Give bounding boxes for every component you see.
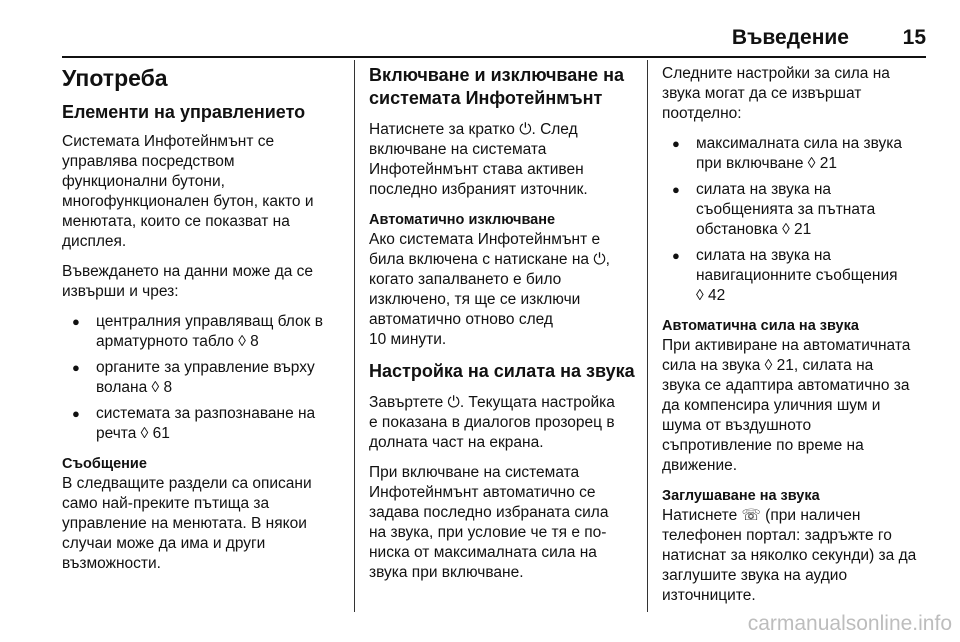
- paragraph: Завъртете ⏻. Текущата настройка е показана в диалогов прозорец в долната част на екрана.: [369, 394, 615, 451]
- list-item: ● максималната сила на звука при включване ◊ 21: [662, 134, 930, 174]
- paragraph: Въвеждането на данни може да се извърши и чрез:: [62, 263, 314, 300]
- list-item: ● силата на звука на съобщенията за пътната обстановка ◊ 21: [662, 180, 930, 240]
- subsection-heading: Заглушаване на звука: [662, 488, 820, 504]
- bullet-list: [662, 134, 930, 306]
- section-heading: Настройка на силата на звука: [369, 361, 635, 381]
- paragraph: Следните настройки за сила на звука могат да се извършат поотделно:: [662, 65, 890, 122]
- paragraph: При активиране на автоматичната сила на звука ◊ 21, силата на звука се адаптира автоматично за да компенсира уличния шум и шума от въздушното съпротивление по време на движение.: [662, 337, 911, 474]
- list-item: ● силата на звука на навигационните съобщения ◊ 42: [662, 246, 930, 306]
- bullet-list: [62, 312, 344, 444]
- column-3: [662, 64, 930, 616]
- list-item: ● органите за управление върху волана ◊ 8: [62, 358, 344, 398]
- list-item: ● системата за разпознаване на речта ◊ 61: [62, 404, 344, 444]
- column-2: [369, 64, 635, 593]
- paragraph: Системата Инфотейнмънт се управлява посредством функционални бутони, многофункционален бутон, както и менютата, които се показват на дисплея.: [62, 133, 314, 250]
- subsection-heading: Автоматична сила на звука: [662, 318, 859, 334]
- column-divider-2: [647, 60, 648, 612]
- section-title: Употреба: [62, 65, 168, 91]
- paragraph: При включване на системата Инфотейнмънт автоматично се задава последно избраната сила на звука, при условие че тя е по- ниска от максималната сила на звука при включване.: [369, 464, 609, 581]
- chapter-title: Въведение: [731, 26, 849, 49]
- paragraph: Ако системата Инфотейнмънт е била включена с натискане на ⏻, когато запалването е било изключено, тя ще се изключи автоматично отново след 10 минути.: [369, 231, 610, 348]
- section-subtitle: Елементи на управлението: [62, 102, 306, 122]
- paragraph: Натиснете за кратко ⏻. След включване на системата Инфотейнмънт става активен последно избраният източник.: [369, 121, 588, 198]
- list-item: ● централния управляващ блок в арматурното табло ◊ 8: [62, 312, 344, 352]
- page-header: [0, 26, 960, 56]
- header-divider: [62, 56, 926, 58]
- subsection-heading: Автоматично изключване: [369, 212, 556, 228]
- note-text: В следващите раздели са описани само най-преките пътища за управление на менютата. В някои случаи може да има и други възможности.: [62, 475, 312, 572]
- page-number: 15: [902, 26, 926, 49]
- column-1: [62, 64, 344, 584]
- section-heading: Включване и изключване на системата Инфотейнмънт: [369, 65, 625, 108]
- column-divider-1: [354, 60, 355, 612]
- paragraph: Натиснете ☏ (при наличен телефонен портал: задръжте го натиснат за няколко секунди) за да заглушите звука на аудио източниците.: [662, 507, 917, 604]
- note-heading: Съобщение: [62, 456, 147, 472]
- watermark: carmanualsonline.info: [747, 612, 952, 635]
